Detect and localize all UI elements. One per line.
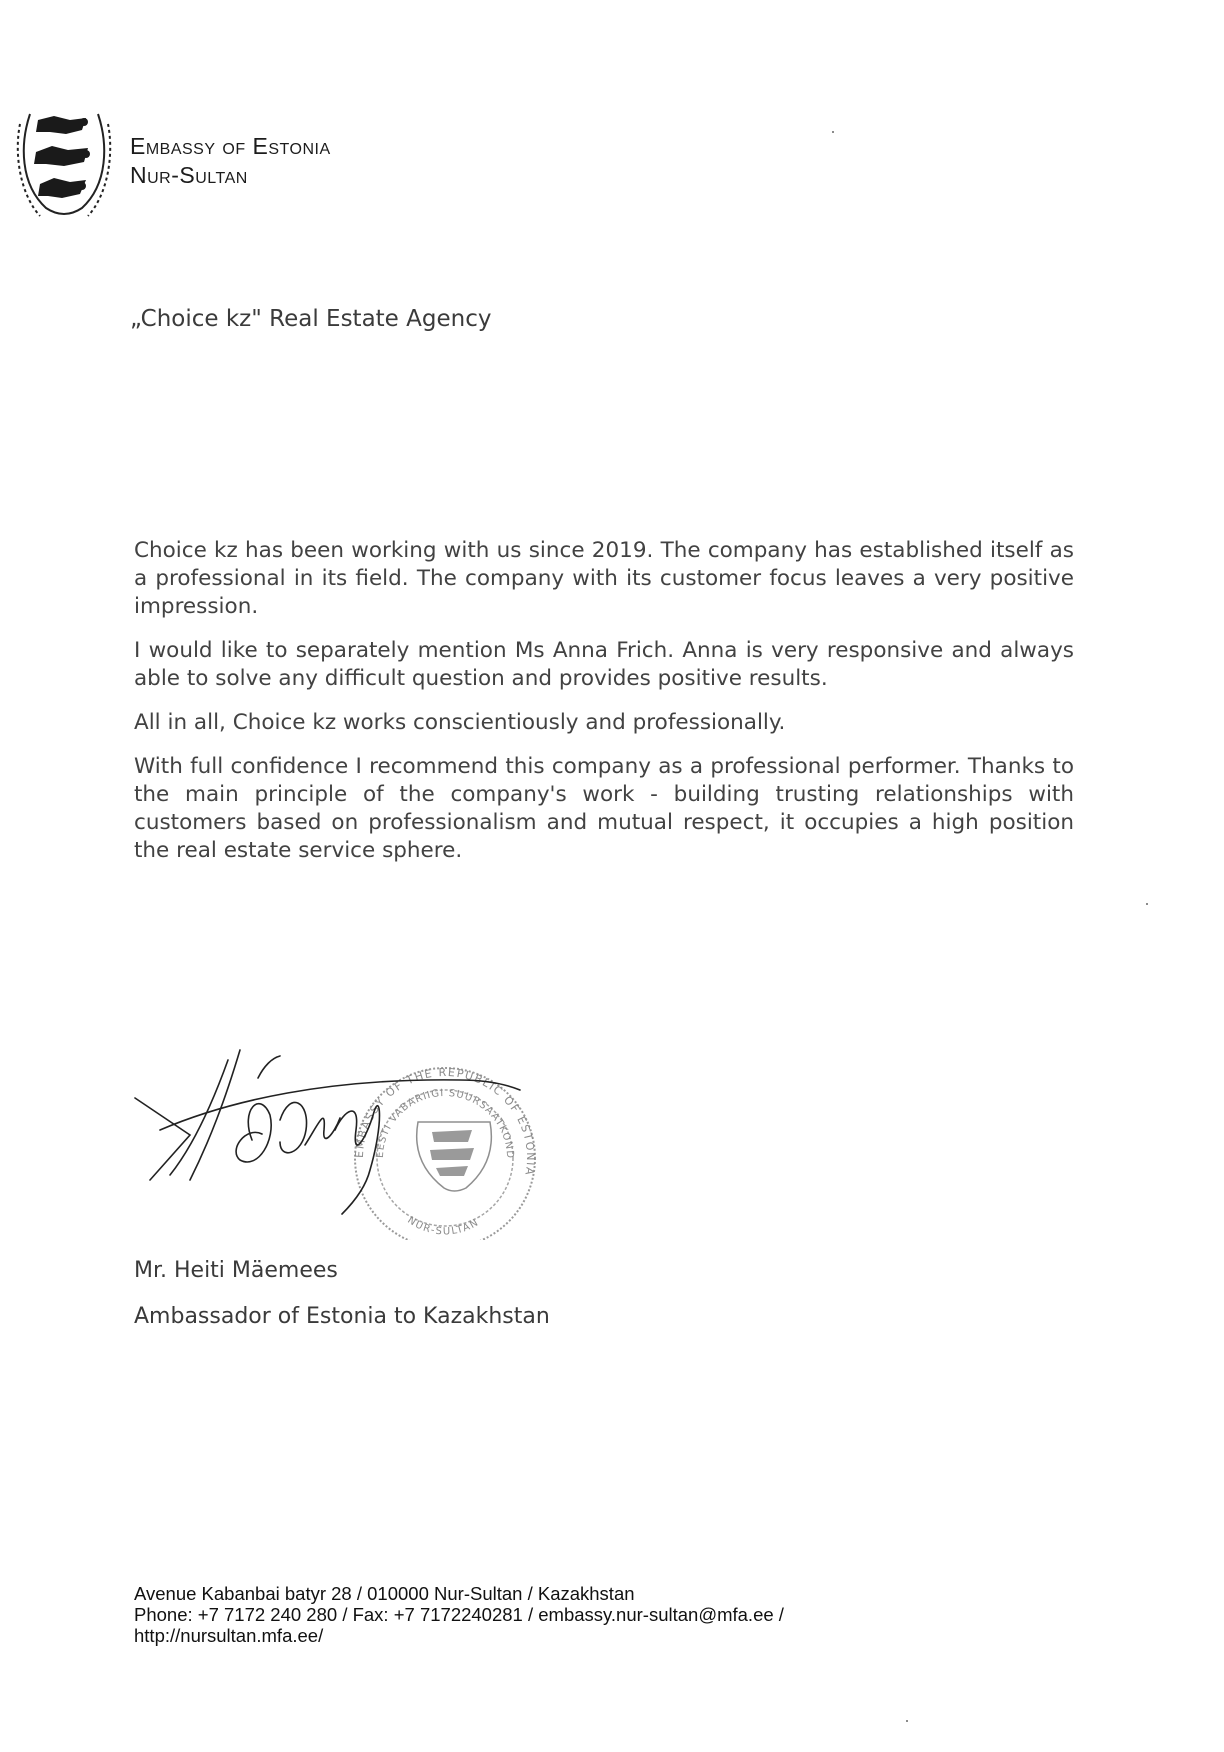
footer-address: Avenue Kabanbai batyr 28 / 010000 Nur-Sultan / Kazakhstan [134,1583,635,1604]
embassy-seal-icon [130,1030,600,1240]
body-paragraph: With full confidence I recommend this company as a professional performer. Thanks to the main principle of the company's work - building trusting relationships with customers based on professionalism and mutual respect, it occupies a high position the real estate service sphere. [134,754,1074,863]
svg-text:EESTI VABARIIGI SUURSAATKOND [375,1088,515,1159]
footer [134,1583,784,1646]
seal-coat-of-arms-icon [417,1122,492,1191]
signer-title: Ambassador of Estonia to Kazakhstan [134,1304,550,1329]
svg-text:NUR-SULTAN [405,1215,481,1238]
letter-body [134,537,1074,881]
footer-contacts: Phone: +7 7172 240 280 / Fax: +7 7172240281 / embassy.nur-sultan@mfa.ee / [134,1604,784,1625]
seal-ring-text: EMBASSY OF THE REPUBLIC OF ESTONIA [352,1065,538,1178]
signer-name: Mr. Heiti Mäemees [134,1258,338,1283]
body-paragraph: All in all, Choice kz works conscientiously and professionally. [134,710,786,735]
letterhead-city: Nur-Sultan [130,162,248,188]
signature-and-seal [130,1030,600,1240]
signer-block [134,1248,550,1340]
body-paragraph: Choice kz has been working with us since 2019. The company has established itself as a professional in its field. The company with its customer focus leaves a very positive impression. [134,538,1074,619]
scan-speck [906,1720,908,1722]
letterhead-embassy: Embassy of Estonia [130,133,331,159]
scan-speck [1146,903,1148,905]
recipient-line: „Choice kz" Real Estate Agency [130,306,492,332]
seal-inner-text: EESTI VABARIIGI SUURSAATKOND [374,1087,516,1160]
seal-bottom-text: NUR-SULTAN [405,1214,482,1238]
body-paragraph: I would like to separately mention Ms Anna Frich. Anna is very responsive and always able to solve any difficult question and provides positive results. [134,638,1074,691]
letterhead [130,132,331,190]
scan-speck [832,131,834,133]
footer-website: http://nursultan.mfa.ee/ [134,1625,324,1646]
coat-of-arms-icon [16,104,112,224]
